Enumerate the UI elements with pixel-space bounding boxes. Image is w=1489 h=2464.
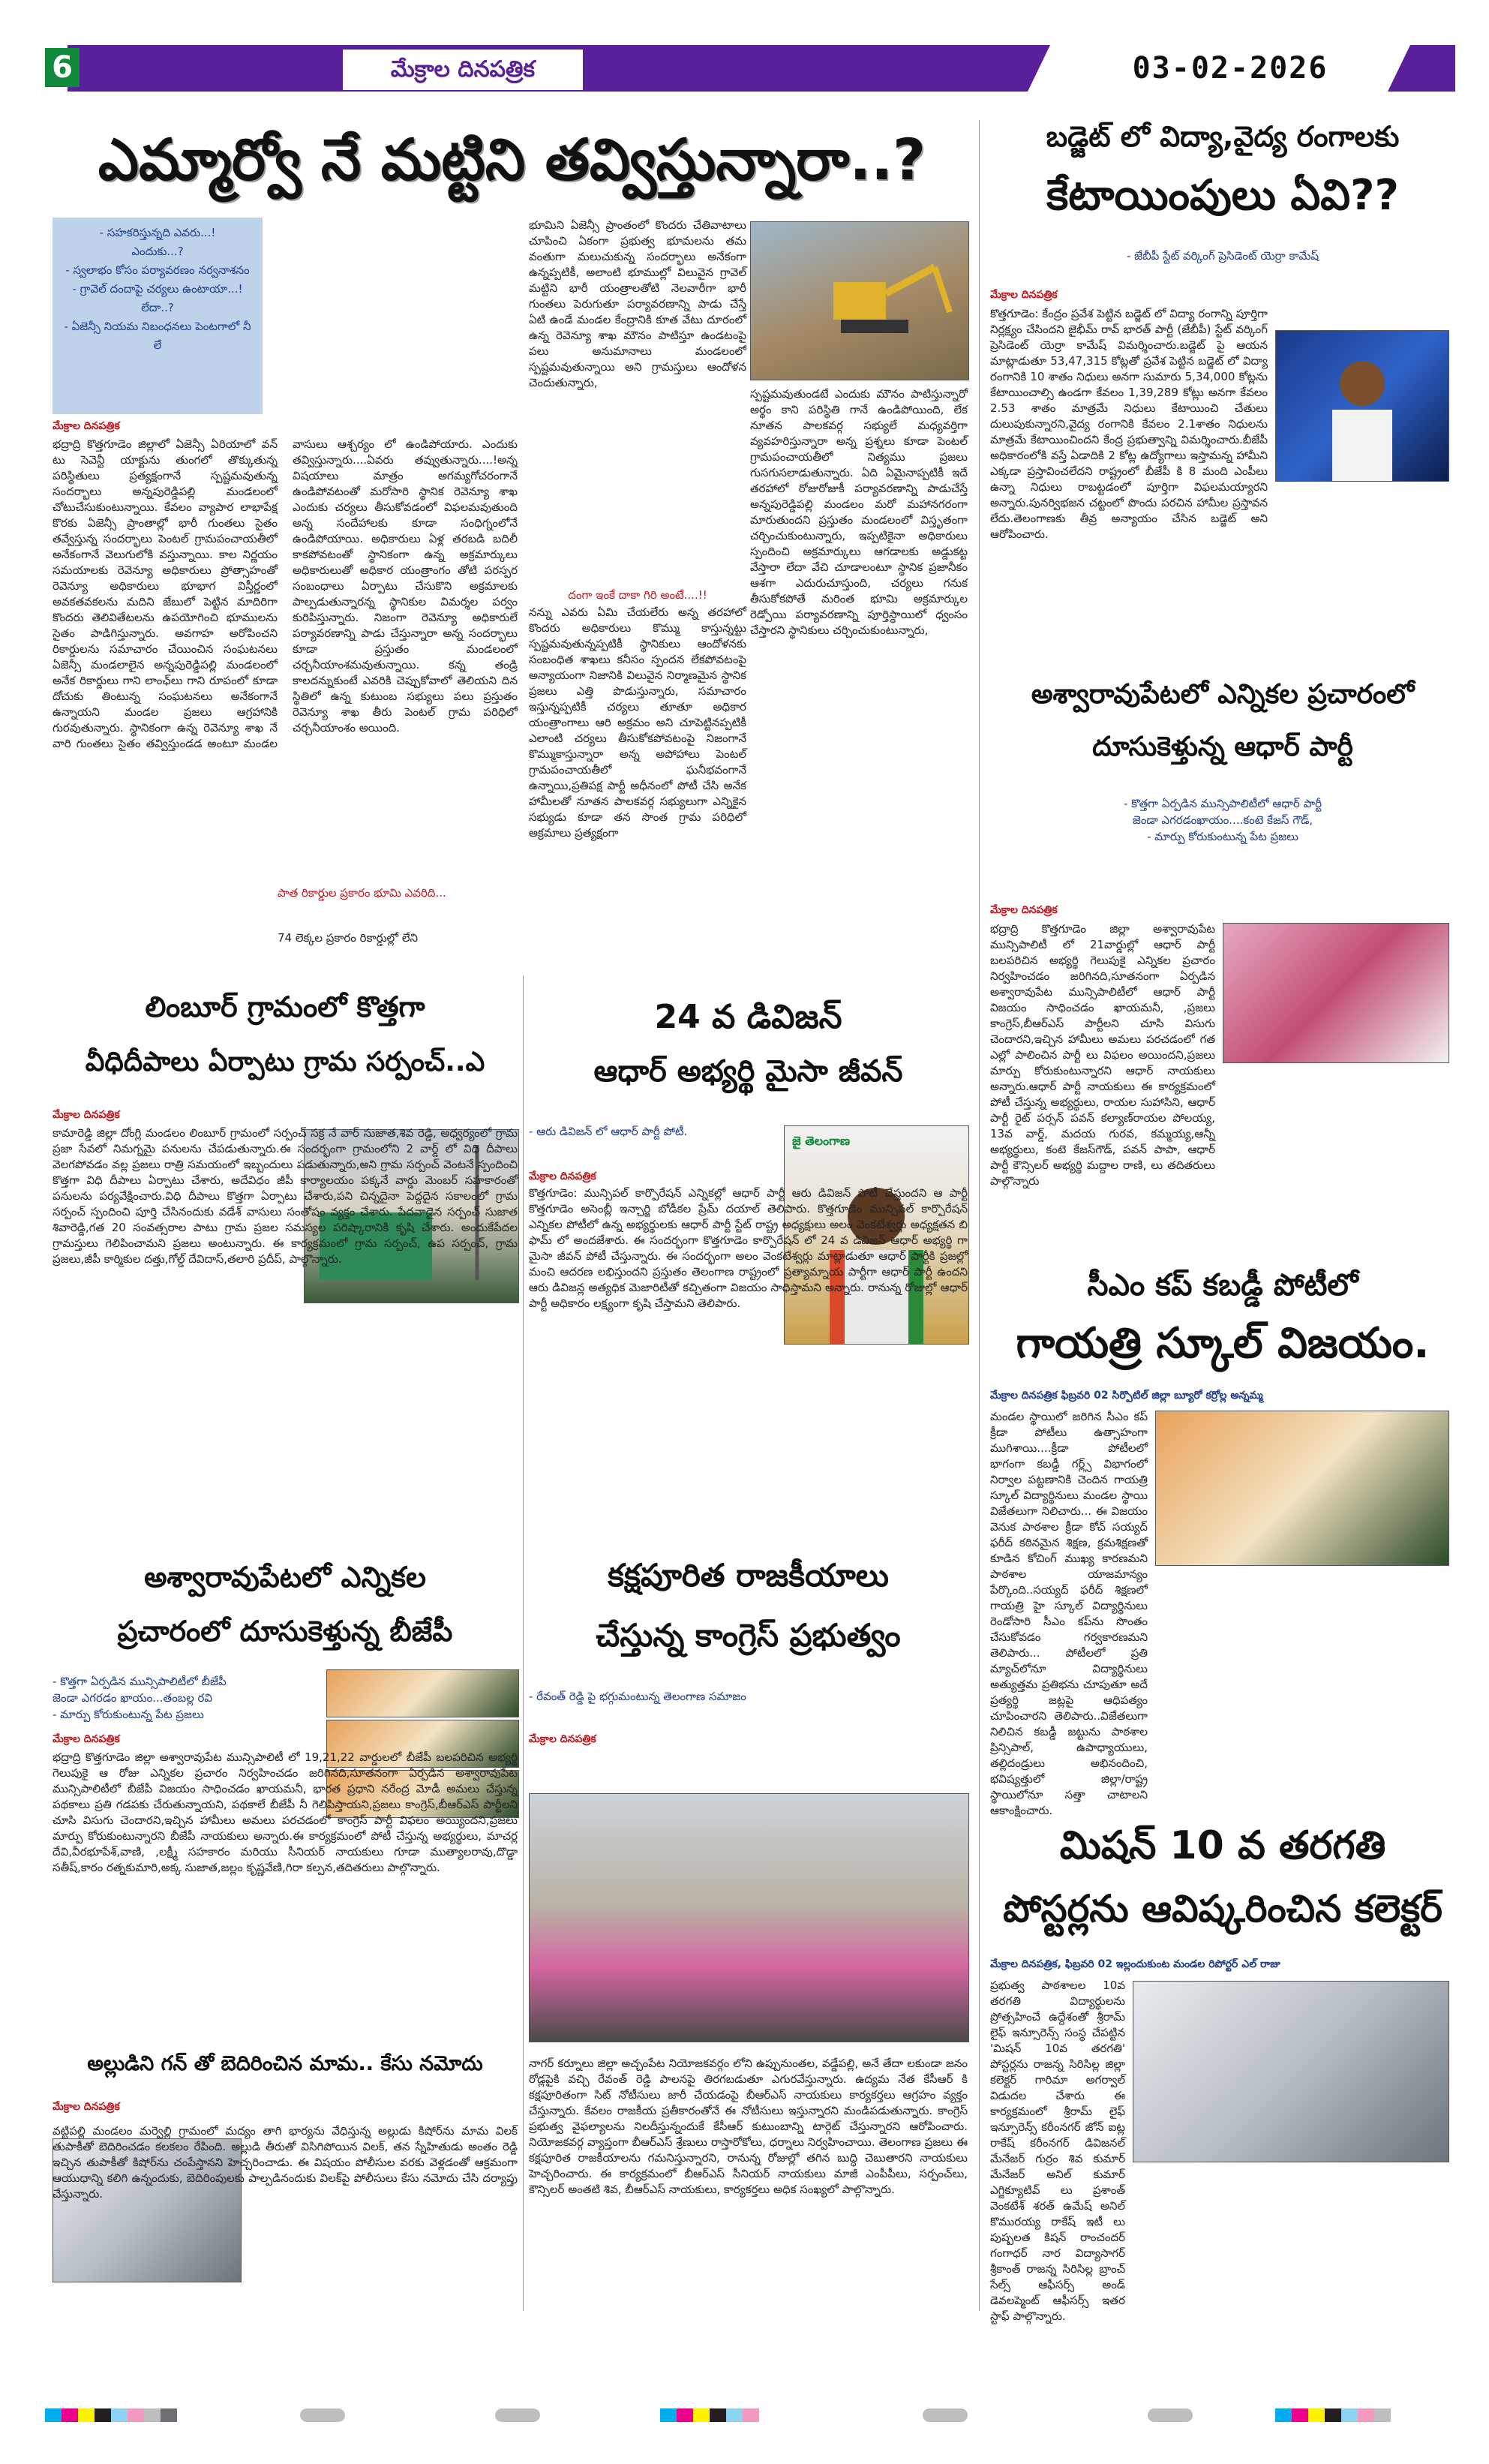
speaker-icon xyxy=(1276,331,1448,481)
story7-subline: జెండా ఎగరడం ఖాయం...తంబల్ల రవి xyxy=(53,1691,213,1705)
aadhar-campaign-photo xyxy=(1223,923,1449,1063)
column-divider xyxy=(979,120,980,2311)
header-bar xyxy=(0,45,1489,92)
issue-date: 03-02-2026 xyxy=(1132,51,1328,86)
story5-headline-2: పోస్టర్లను ఆవిష్కరించిన కలెక్టర్ xyxy=(1003,1887,1442,1931)
story10-headline: అల్లుడిని గన్ తో బెదిరించిన మామ.. కేసు నమోదు xyxy=(87,2052,483,2075)
print-registration-strip xyxy=(0,2401,1489,2431)
story1-body-col3: భూమిని ఏజెన్సీ ప్రాంతంలో కొందరు చేతివాటాలు చూపించి ఏకంగా ప్రభుత్వ భూమలను తమ వంతుగా మలుచుకున్న సందర్భాలు అనేకంగా ఉన్నప్పటికీ, అలాంటి భూముల్లో విలువైన గ్రావెల్ మట్టిని భారీ యంత్రాలతోటి నెలవారీగా భారీ గుంతలు పెరుగుతూ పర్యావరణాన్ని పాడు చేస్తే ఏటి ఉండే మండల కేంద్రానికి కూత వేటు దూరంలో ఉన్న రెవెన్యూ శాఖ మౌనం పాటిస్తూ ఉండటంపై పలు అనుమానాలు మండలంలో స్పష్టమవుతున్నాయి అని గ్రామస్తులు ఆందోళన చెందుతున్నారు, xyxy=(529,218,746,389)
story1-body-col4: స్పష్టమవుతుండటే ఎందుకు మౌనం పాటిస్తున్నారో అర్థం కాని పరిస్థితి గానే ఉండిపోయింది, లేక నూతన పాలకవర్గ సభ్యులే మధ్యవర్తిగా వ్యవహరిస్తున్నారా అన్న ప్రశ్నలు కూడా పెంటల్ గ్రామపంచాయతీలో నిత్యము ప్రజలు గుసగుసలాడుతున్నారు. ఏది ఏమైనాప్పటికీ ఇదే తరహాలో రోజురోజుకీ పర్యావరణాన్ని పాడుచేస్తే అన్నపురెడ్డిపల్లి మండలం మరో మహానగరంగా మారుతుందని ప్రస్తుతం మండలంలో విస్తృతంగా చర్చించుకుంటున్నారు, ఇప్పటికైనా అధికారులు స్పందించి అక్రమార్కులు ఆగడాలకు అడ్డుకట్ట వేస్తారా లేదా వేచి చూడాలంటూ స్థానిక ప్రజానీకం ఆశగా ఎదురుచూస్తుంది, చర్యలు గనుక తీసుకోకపోతే మరింత భూమి అక్రమార్కుల రెడ్పోయి పర్యావరణాన్ని పూర్తిస్థాయిలో ధ్వంసం చేస్తారని స్థానికులు చర్చించుకుంటున్నారు, xyxy=(750,387,968,637)
excavator-photo xyxy=(750,221,969,380)
story7-sublines xyxy=(53,1673,315,1723)
story3-subline: - కొత్తగా ఏర్పడిన మున్సిపాలిటీలో ఆధార్ పార్టీ xyxy=(1123,797,1322,810)
story8-subline: - ఆరు డివిజన్ లో ఆధార్ పార్టీ పోటీ. xyxy=(529,1125,688,1138)
story4-body: మండల స్థాయిలో జరిగిన సీఎం కప్ క్రీడా పోటీలు ఉత్సాహంగా ముగిశాయి....క్రీడా పోటీలలో భాగంగా కబడ్డీ గర్ల్స్ విభాగంలో నిర్వాల పట్టణానికి చెందిన గాయత్రి స్కూల్ విద్యార్థినులు మండల స్థాయి విజేతలుగా నిలిచారు... ఈ విజయం వెనుక పాఠశాల క్రీడా కోచ్ సయ్యద్ ఫరీద్ కఠినమైన శిక్షణ, క్రమశిక్షణతో కూడిన కోచింగ్ ముఖ్య కారణమని పాఠశాల యాజమాన్యం పేర్కొంది..సయ్యద్ ఫరీద్ శిక్షణలో గాయత్రి హై స్కూల్ విద్యార్థినులు రెండోసారి సీఎం కప్‌ను సొంతం చేసుకోవడం గర్వకారణమని తెలిపారు... పోటీలలో ప్రతి మ్యాచ్‌లోనూ విద్యార్థినులు అత్యుత్తమ ప్రతిభను చూపుతూ అదే ప్రత్యర్థి జట్లపై ఆధిపత్యం చూపించారని తెలిపారు..విజేతలుగా నిలిచిన కబడ్డీ జట్టును పాఠశాల ప్రిన్సిపాల్, ఉపాధ్యాయులు, తల్లిదండ్రులు అభినందించి, భవిష్యత్తులో జిల్లా/రాష్ట్ర స్థాయిలోనూ సత్తా చాటాలని ఆకాంక్షించారు. xyxy=(990,1410,1148,1817)
story1-body-tail: 74 లెక్కల ప్రకారం రికార్డుల్లో లేని xyxy=(278,931,419,945)
sidebar-point: - గ్రావెల్ దందాపై చర్యలు ఉంటాయా...! లేదా..? xyxy=(72,282,243,314)
story8-credit: మేక్రాల దినపత్రిక xyxy=(529,1170,596,1182)
banner-text: జై తెలంగాణ xyxy=(792,1134,851,1148)
story10-body: వట్టిపల్లి మండలం మర్వెల్లి గ్రామంలో మద్యం తాగి భార్యను వేధిస్తున్న అల్లుడు కిషోర్‌ను మామ విలక్ తుపాకీతో బెదిరించడం కలకలం రేపింది. అల్లుడి తీరుతో విసిగిపోయిన విలక్, తన స్నేహితుడు అంతం రెడ్డి ఇచ్చిన తుపాకీతో కిషోర్‌ను చంపేస్తానని హెచ్చరించాడు. ఈ విషయం పోలీసుల వరకు వెళ్లడంతో ఆక్రమంగా ఆయుధాన్ని కలిగి ఉన్నందుకు, బెదిరింపులకు పాల్పడినందుకు విలక్‌పై పోలీసులు కేసు నమోదు చేసి దర్యాప్తు చేస్తున్నారు. xyxy=(53,2124,518,2201)
story3-subline: - మార్పు కోరుకుంటున్న పేట ప్రజలు xyxy=(1147,830,1298,843)
story7-credit: మేక్రాల దినపత్రిక xyxy=(53,1733,120,1745)
story9-credit: మేక్రాల దినపత్రిక xyxy=(529,1733,596,1745)
collector-poster-photo xyxy=(1133,1981,1449,2162)
story4-headline-2: గాయత్రి స్కూల్ విజయం. xyxy=(1016,1319,1430,1368)
story2-body-top: కొత్తగూడెం: కేంద్రం ప్రవేశ పెట్టిన బడ్జెట్ లో విద్యా రంగాన్ని పూర్తిగా నిర్లక్ష్యం చేసిందని జైభీమ్ రావ్ భారత్ పార్టీ (జేబీపీ) స్టేట్ వర్కింగ్ ప్రెసిడెంట్ యెర్రా కామేష్ విమర్శించారు.బడ్జెట్ పై ఆయన మాట్లాడుతూ 53,47,315 కోట్లతో ప్రవేశ పెట్టిన బడ్జెట్ లో విద్యా రంగానికి 10 శాతం నిధులు అనగా సుమారు 5,34,000 కోట్లను కేటాయించాల్సి ఉండగా కేవలం 1,39,289 కోట్లు అనగా కేవలం 2.53 శాతం మాత్రమే నిధులు కేటాయించి చేతులు దులుపుకున్నారని,వైద్య రంగానికి కేవలం 2.1శాతం నిధులను మాత్రమే కేటాయించిందని కేంద్ర ప్రభుత్వాన్ని విమర్శించారు.బీజేపీ అధికారంలోకి వస్తే ఏడాదికి 2 కోట్ల ఉద్యోగాలు ఇస్తామన్న హామీని ఎక్కడా ప్రస్తావించలేదని రాష్ట్రంలో బీజేపీ కి 8 మంది ఎంపీలు ఉన్నా నిధులు రాబట్టడంలో పూర్తిగా విఫలమయ్యారని అన్నారు.పునర్విభజన చట్టంలో పొందు పరచిన హామీల ప్రస్తావన లేదు.తెలంగాణకు తీవ్ర అన్యాయం చేసిన బడ్జెట్ అని ఆరోపించారు. xyxy=(990,307,1268,541)
masthead: మేక్రాల దినపత్రిక xyxy=(341,48,584,92)
story9-headline-1: కక్షపూరిత రాజకీయాలు xyxy=(608,1557,889,1594)
story8-headline-2: ఆధార్ అభ్యర్థి మైసా జీవన్ xyxy=(593,1054,903,1089)
story1-headline: ఎమ్మార్వో నే మట్టిని తవ్విస్తున్నారా..? xyxy=(98,126,926,193)
story10-credit: మేక్రాల దినపత్రిక xyxy=(53,2101,120,2113)
story6-headline-2: వీధిదీపాలు ఏర్పాటు గ్రామ సర్పంచ్..ఎ xyxy=(85,1047,485,1077)
story5-headline-1: మిషన్ 10 వ తరగతి xyxy=(1059,1823,1386,1868)
story3-headline-2: దూసుకెళ్తున్న ఆధార్ పార్టీ xyxy=(1092,732,1353,762)
story8-headline-1: 24 వ డివిజన్ xyxy=(654,998,842,1036)
story3-headline-1: అశ్వారావుపేటలో ఎన్నికల ప్రచారంలో xyxy=(1031,679,1415,710)
story3-credit: మేక్రాల దినపత్రిక xyxy=(990,904,1058,916)
story7-subline: - కొత్తగా ఏర్పడిన మున్సిపాలిటీలో బీజేపీ xyxy=(53,1675,227,1688)
sidebar-point: ఎందుకు...? xyxy=(131,245,184,258)
story1-body: భద్రాద్రి కొత్తగూడెం జిల్లాలో ఏజెన్సీ ఏరియాలో వన్ టు సెవెన్టీ యాక్టును తుంగలో తొక్కుతున్న పరిస్థితులు ప్రత్యక్షంగానే స్పష్టమవుతున్న సందర్భాలు అన్నపురెడ్డిపల్లి మండలంలో చోటుచేసుకుంటున్నాయి. కేవలం వ్యాపార లాభాపేక్ష కొరకు ఏజెన్సీ ప్రాంతాల్లో భారీ గుంతలు సైతం తవ్వేస్తున్న సందర్భాలు పెంటల్ గ్రామపంచాయతీలో అనేకంగానే వెలుగులోకి వస్తున్నాయి. కాల నిర్ణయం సమయాలకు రెవెన్యూ అధికారులు ప్రోత్సాహంతో రెవెన్యూ అధికారులు భూభాగ విస్తీర్ణంలో అవకతవకలను మదిని జేబులో పెట్టిన మాదిరిగా కొందరు తెలివితేటలను ఉపయోగించి భూములను సైతం పాడిగిస్తున్నారు. అవగాహ అరోపించని రికార్డులను సమాచారం చేయించిన సంఘటనలు ఏజెన్సీ మండలాలైన అన్నపురెడ్డిపల్లి మండలంలో అనేక రికార్డులు గాని లాంఛ్‌లు గాని రూపంలో కూడా దోచుకు తింటున్న సంఘటనలు అనేకంగానే ఉన్నాయని మండల ప్రజలు ఆగ్రహానికి గురవుతున్నారు. స్థానికంగా ఉన్న రెవెన్యూ శాఖ నే వారి గుంతలు సైతం తవ్విస్తుండడ అంటూ మండల వాసులు ఆశ్చర్యం లో ఉండిపోయారు. ఎందుకు తవ్విస్తున్నారు....ఏవరు తవ్వుతున్నారు....!అన్న విషయాలు మాత్రం అగమ్యగోచరంగానే ఉండిపోవటంతో మరోసారి స్థానిక రెవెన్యూ శాఖ ఎందుకు చర్యలు తీసుకోవడంలో విఫలమవుతుంది అన్న సందేహాలకు కూడా సంధిగ్నంలోనే ఉండిపోయాయి. అధికారులు ఏళ్ల తరబడి బదిలీ కాకపోవటంతో స్థానికంగా ఉన్న అక్రమార్కులు అధికారులుతో అధికార యంత్రాంగం తోటి పరస్పర సంబంధాలు ఏర్పాటు చేసుకొని అక్రమాలకు పాల్పడుతున్నారన్న స్థానికుల విమర్శల పర్వం కురిపిస్తున్నారు. నిజంగా రెవెన్యూ అధికారులే పర్యావరణాన్ని పాడు చేస్తున్నారా అన్న సందర్భాలు కూడా ప్రస్తుతం మండలంలో చర్చనీయాంశమవుతున్నాయి. కన్న తండ్రి కాలదన్నుకుంటే ఎవరికి చెప్పుకోవాలో తెలియని దిన స్థితిలో ఉన్న కుటుంబ సభ్యులు పలు ప్రస్తుతం రెవెన్యూ శాఖ తీరు పెంటల్ గ్రామ పరిధిలో చర్చనీయాంశం అయింది. xyxy=(53,437,518,750)
story1-pull-quote: పాత రికార్డుల ప్రకారం భూమి ఎవరిది... xyxy=(278,886,446,900)
story1-red-line: దంగా ఇంకే దాకా గిరి అంటే....!! xyxy=(568,588,707,602)
story6-credit: మేక్రాల దినపత్రిక xyxy=(53,1109,120,1121)
story2-headline-1: బడ్జెట్ లో విద్యా,వైద్య రంగాలకు xyxy=(1046,120,1400,153)
story4-credit: మేక్రాల దినపత్రిక ఫిబ్రవరి 02 సిర్పొటిల్ జిల్లా బ్యూరో కర్రోల్ల అన్నమ్మ xyxy=(990,1390,1263,1402)
speaker-photo xyxy=(1275,330,1449,482)
story6-body: కామారెడ్డి జిల్లా దోంగ్లి మండలం లింబూర్ గ్రామంలో సర్పంచ్ సక్ర నే వార్ సుజాత,శివ రెడ్డి, అధ్వర్యంలో గ్రామ ప్రజా సేవలో నిమగ్నమై పనులను చేపడుతున్నారు.ఈ సందర్భంగా గ్రామంలోని 2 వార్డ్ లో విధి దీపాలు వెలగపోవడం వల్ల ప్రజలు రాత్రి సమయంలో ఇబ్బందులు పడుతున్నారు,అని గ్రామ సర్పంచ్ వెంటనే స్పందించి కొత్తగా విధి దీపాలు ఏర్పాటు చేశారు, అదేవిధం జీపీ కార్యాలయం పక్కనే వార్డు మెంబర్ సహకారంతో పనులను పర్యవేక్షించారు.విధి దీపాలు కొత్తగా ఏర్పాటు చేశారు,పని చిన్నదైనా పెద్దదైన సకాలంలో గ్రామ సర్పంచ్ స్పందించి పూర్తి చేసినందుకు వడేశ్ వాసులు సంతోషం వ్యక్తం చేశారు. పేదవాడైన సర్పంచ్ సుజాత శివారెడ్డి,గత 20 సంవత్సరాల పాటు గ్రామ ప్రజల సమస్యల పరిష్కారానికి కృషి చేశారు. అందుకేపేదల గ్రామస్తులు గెలిపించామని ప్రజలు అంటున్నారు. ఈ కార్యక్రమంలో గ్రామ సర్పంచ్, ఉప సర్పంచ్, గ్రామ ప్రజలు,జీపీ కార్మికుల దత్తు,గోల్డ్ దేవిదాస్,తలారి ప్రదీప్, పాల్గొన్నారు. xyxy=(53,1126,518,1266)
story7-body: భద్రాద్రి కొత్తగూడెం జిల్లా అశ్వారావుపేట మున్సిపాలిటీ లో 19,21,22 వార్డులలో బీజేపీ బలపరిచిన అభ్యర్థి గెలుపుకై ఆ రోజు ఎన్నికల ప్రచారం నిర్వహించడం జరిగినది,సూతనంగా ఏర్పడిన అశ్వారావుపేట మున్సిపాలిటీలో బీజేపీ విజయం సాధించడం ఖాయమనీ, భారత ప్రధాని నరేంద్ర మోడీ అమలు చేస్తున్న పథకాలు ప్రతి గడపకు చేరుతున్నాయని, పథకాలే బీజేపీ నీ గెలిపిస్తాయని,ప్రజలు కాంగ్రెస్,బీఆర్ఎస్ పార్టీలని చూసి విసుగు చెందారని,ఇచ్చిన హామీలు అమలు పరచడంలో కాంగ్రెస్ పార్టీ విఫలం అయ్యిందని,ప్రజలు మార్పు కోరుకుంటున్నారని బీజేపీ నాయకులు అన్నారు.ఈ కార్యక్రమంలో పోటీ చేస్తున్న అభ్యర్థులు, మాచర్ల దేవి,వీరభూపేశ్,వాణి, ,లక్ష్మీ సహకారం మరియు సీనియర్ నాయకులు గూడా ముత్యాలరావు,దొడ్డా సతీష్,కారం రత్నకుమారి,అక్క సుజాత,జల్లం కృష్ణవేణి,గిరా కల్పన,తదితరులు పాల్గొన్నారు. xyxy=(53,1750,518,1874)
story5-body: ప్రభుత్వ పాఠశాలల 10వ తరగతి విద్యార్థులను ప్రోత్సహించే ఉద్దేశంతో శ్రీరామ్ లైఫ్ ఇన్సూరెన్స్ సంస్థ చేపట్టిన 'మిషన్ 10వ తరగతి' పోస్టర్లను రాజన్న సిరిసిల్ల జిల్లా కలెక్టర్ గారిమా అగర్వాల్ విడుదల చేశారు ఈ కార్యక్రమంలో శ్రీరామ్ లైఫ్ ఇన్సూరెన్స్ కరీంనగర్ జోన్ ఐట్ల రాకేష్ కరీంనగర్ డివిజనల్ మేనేజర్ గుర్రం శివ కుమార్ మేనేజర్ అనిల్ కుమార్ ఎగ్జిక్యూటివ్ లు ప్రశాంత్ వెంకటేశ్ శరత్ ఉమేష్ అనిల్ కొమురయ్య రాకేష్ ఇటీ లు పుష్పలత కిషన్ రాంచందర్ గంగాధర్ నార విద్యాసాగర్ శ్రీకాంత్ రాజన్న సిరిసిల్ల బ్రాంచ్ సేల్స్ ఆఫీసర్స్ అండ్ డెవలప్మెంట్ ఆఫీసర్స్ ఇతర స్టాఫ్ పాల్గొన్నారు. xyxy=(990,1979,1125,2323)
sidebar-point: - స్వలాభం కోసం పర్యావరణం నర్వనాశనం xyxy=(65,263,250,277)
sidebar-point: - ఏజెన్సీ నియమ నిబంధనలు పెంటగాలో నీ లే xyxy=(64,320,251,352)
story6-headline-1: లింబూర్ గ్రామంలో కొత్తగా xyxy=(145,990,425,1023)
story3-body: భద్రాద్రి కొత్తగూడెం జిల్లా అశ్వారావుపేట మున్సిపాలిటీ లో 21వార్డుల్లో ఆధార్ పార్టీ బలపరిచిన అభ్యర్థి గెలుపుకై ఎన్నికల ప్రచారం నిర్వహించడం జరిగినది,సూతనంగా ఏర్పడిన అశ్వారావుపేట మున్సిపాలిటీలో ఆధార్ పార్టీ విజయం సాధించడం ఖాయమనీ, ,ప్రజలు కాంగ్రెస్,బీఆర్ఎస్ పార్టీలని చూసి విసుగు చెందారని,ఇచ్చిన హామీలు అమలు పరచడంలో గత ఎల్లో పాలించిన పార్టీ లు విఫలం అయిందని,ప్రజలు మార్పు కోరుకుంటున్నారని ఆధార్ నాయకులు అన్నారు.ఆధార్ పార్టీ నాయకులు ఈ కార్యక్రమంలో పోటీ చేస్తున్న అభ్యర్థులు, రాయల సుహాసిని, ఆధార్ పార్టీ రైట్ పర్సన్ పవన్ కల్యాణ్‌రాయల పోలయ్య, 13వ వార్డ్, మదయ గురవ, కమ్మయ్య,ఆన్నీ అభ్యర్థులు, కంటె కేజస్‌గౌడ్, పవన్ పాపా, ఆధార్ పార్టీ కౌన్సిలర్ అభ్యర్థి మద్దాల రాణి, లు తదితరులు పాల్గొన్నారు xyxy=(990,922,1215,1188)
story9-body: నాగర్ కర్నూలు జిల్లా అచ్చంపేట నియోజకవర్గం లోని ఉప్పునుంతల, వడ్డేపల్లి, అనే తేదా లకుండా జనం రోడ్లపైకి వచ్చి రేవంత్ రెడ్డి పాలనపై తిరగబడుతూ ఎగురవేస్తున్నారు. ఉద్యమ నేత కేసీఆర్ కి కక్షపూరితంగా సిట్ నోటీసులు జారీ చేయడంపై బీఆర్ఎస్ నాయకులు కార్యకర్తలు ఆగ్రహం వ్యక్తం చేస్తున్నారు. కేవలం రాజకీయ ప్రతీకారంతోనే ఈ నోటీసులు ఇస్తున్నారని మండిపడుతున్నారు. కాంగ్రెస్ ప్రభుత్వ వైఫల్యాలను నిలదీస్తున్నందుకే కేసీఆర్ కుటుంబాన్ని టార్గెట్ చేస్తున్నారని ఆరోపించారు. నియోజకవర్గ వ్యాప్తంగా బీఆర్ఎస్ శ్రేణులు రాస్తారోకోలు, ధర్నాలు నిర్వహించాయి. తెలంగాణ ప్రజలు ఈ కక్షపూరిత రాజకీయాలను గమనిస్తున్నారని, రానున్న రోజుల్లో తగిన బుద్ధి చెబుతారని నాయకులు హెచ్చరించారు. ఈ కార్యక్రమంలో బీఆర్ఎస్ సీనియర్ నాయకులు మాజీ ఎంపీపీలు, సర్పంచ్‌లు, కౌన్సిలర్ అంతటి శివ, బీఆర్ఎస్ నాయకులు, కార్యకర్తలు అధిక సంఖ్యలో పాల్గొన్నారు. xyxy=(529,2057,968,2196)
story5-credit: మేక్రాల దినపత్రిక, ఫిబ్రవరి 02 ఇల్లందుకుంట మండల రిపోర్టర్ ఎల్ రాజు xyxy=(990,1958,1280,1970)
story1-credit: మేక్రాల దినపత్రిక xyxy=(53,420,120,432)
story3-subline: జెండా ఎగరడంఖాయం....కంటె కేజస్ గౌడ్, xyxy=(1132,813,1313,827)
page-number-badge: 6 xyxy=(45,48,80,87)
color-registration-icon xyxy=(0,2401,1489,2431)
story9-headline-2: చేస్తున్న కాంగ్రెస్ ప్రభుత్వం xyxy=(596,1617,901,1654)
story3-sublines xyxy=(990,795,1455,845)
story2-credit: మేక్రాల దినపత్రిక xyxy=(990,289,1058,301)
story1-body-col3b: నన్ను ఎవరు ఏమి చేయలేరు అన్న తరహాలో కొందరు అధికారులు కొమ్ము కాస్తున్నట్టు స్పష్టమవుతున్నప్పటికీ స్థానికులు ఆందోళనకు సంబంధిత శాఖలు కనీసం స్పందన లేకపోవటంపై అన్యాయంగా నిజానికి విలువైన నిర్మాణమైన స్థానిక ప్రజలు ఎత్తి పొడుస్తున్నారు, సమాచారం ఇస్తున్నప్పటికీ చర్యలు తూతూ అధికార యంత్రాంగాలు ఆరి అక్రమం అని చూపెట్టినప్పటికీ ఎలాంటి చర్యలు తీసుకోకపోవటంపై నిజంగానే కొమ్ముకాస్తున్నారా అన్న అపోహాలు పెంటల్ గ్రామపంచాయతీలో ఘనీభవంగానే ఉన్నాయి,ప్రతిపక్ష పార్టీ అధీనంలో పోటీ చేసి అనేక హామీలతో నూతన పాలకవర్గ సభ్యులుగా ఎన్నికైన సభ్యుడు కూడా తన సొంత గ్రామ పరిధిలో అక్రమాలు ప్రత్యక్షంగా xyxy=(529,605,746,840)
story1-sidebar xyxy=(53,218,263,414)
story9-subline: - రేవంత్ రెడ్డి పై భగ్గుమంటున్న తెలంగాణ సమాజం xyxy=(529,1690,746,1703)
excavator-icon xyxy=(751,222,968,380)
story2-headline-2: కేటాయింపులు ఏవి?? xyxy=(1046,171,1399,220)
column-divider xyxy=(523,975,524,2311)
story7-headline-1: అశ్వారావుపేటలో ఎన్నికల xyxy=(144,1561,426,1594)
story2-subline: - జేబీపీ స్టేట్ వర్కింగ్ ప్రెసిడెంట్ యెర్రా కామేష్ xyxy=(1126,249,1319,263)
bjp-campaign-photo-1 xyxy=(326,1669,519,1717)
story4-headline-1: సీఎం కప్ కబడ్డీ పోటీలో xyxy=(1087,1268,1358,1303)
kabaddi-team-photo xyxy=(1155,1411,1449,1566)
story8-body: కొత్తగూడెం: మున్సిపల్ కార్పొరేషన్ ఎన్నికల్లో ఆధార్ పార్టీ ఆరు డివిజన్ పోటీ చేస్తుందని ఆ పార్టీ కొత్తగూడెం అసెంబ్లీ ఇన్చార్జి బోడీకల ప్రేమ్ దయాల్ తెలిపారు. కొత్తగూడెం మున్సిపల్ కార్పొరేషన్ ఎన్నికల పోటీలో ఉన్న అభ్యర్థులకు ఆధార్ పార్టీ స్టేట్ రాష్ట్ర అధ్యక్షులు అలం వెంకటేశ్వర్లు అధ్యక్షతన బి ఫామ్ లో అందజేశారు. ఈ సందర్భంగా కొత్తగూడెం కార్పొరేషన్ లో 24 వ డివిజన్ ఆధార్ అభ్యర్థి గా మైసా జీవన్ పోటీ చేస్తున్నారు. ఈ సందర్భంగా అలం వెంకటేశ్వర్లు మాట్లాడుతూ ఆధార్ పార్టీకి ప్రజల్లో మంచి ఆదరణ లభిస్తుందని ప్రస్తుతం తెలంగాణ రాష్ట్రంలో ప్రత్యామ్నాయ పార్టీగా ఆధార్ పార్టీ ఉందని ఆరు డివిజన్ల అత్యధిక మెజారిటీతో కచ్చితంగా విజయం సాధిస్తామని అన్నారు. రానున్న రోజుల్లో ఆధార్ పార్టీ అధికారం లక్ష్యంగా కృషి చేస్తామని తెలిపారు. xyxy=(529,1186,968,1310)
story7-subline: - మార్పు కోరుకుంటున్న పేట ప్రజలు xyxy=(53,1708,204,1721)
story7-headline-2: ప్రచారంలో దూసుకెళ్తున్న బీజేపీ xyxy=(117,1615,453,1648)
sidebar-point: - సహకరిస్తున్నది ఎవరు...! xyxy=(99,226,216,239)
protest-photo xyxy=(529,1793,969,2042)
